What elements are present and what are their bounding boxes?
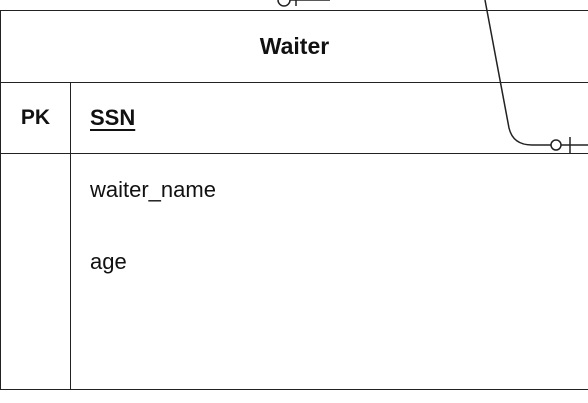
relationship-line[interactable] [485,0,588,145]
zero-circle-marker-right [551,140,561,150]
entity-title: Waiter [1,11,588,83]
pk-field-ssn: SSN [90,104,136,130]
attribute-age: age [90,249,127,274]
pk-label: PK [20,105,51,129]
zero-circle-marker-top [278,0,290,6]
attribute-waiter-name: waiter_name [90,177,216,202]
